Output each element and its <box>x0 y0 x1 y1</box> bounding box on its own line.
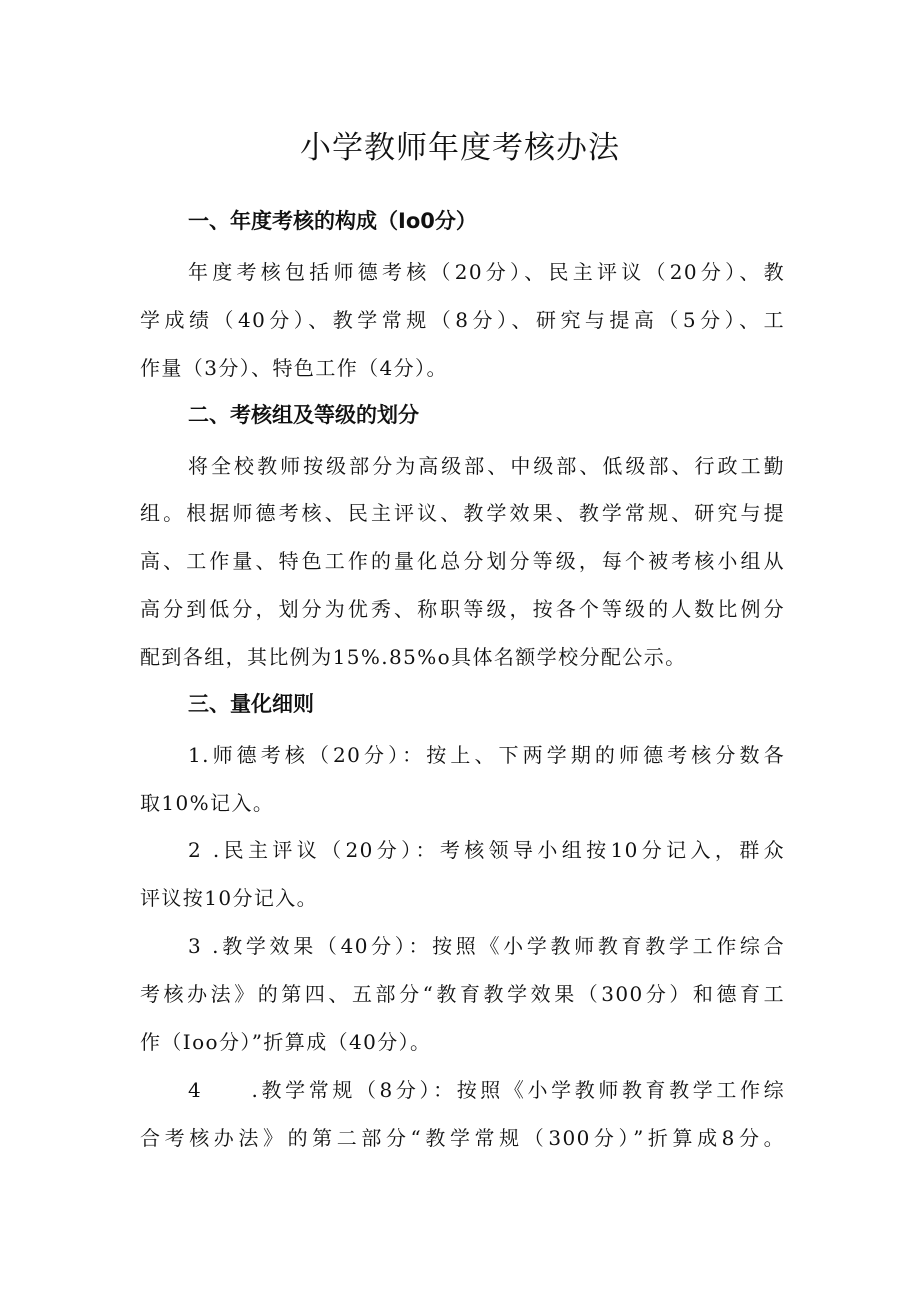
item-4-line: 4 .教学常规（8分）：按照《小学教师教育教学工作综 <box>188 1078 785 1102</box>
section-2-line: 将全校教师按级部分为高级部、中级部、低级部、行政工勤 <box>188 454 785 478</box>
item-2-line: 评议按10分记入。 <box>140 886 319 910</box>
document-title: 小学教师年度考核办法 <box>300 130 620 166</box>
section-1-line: 作量（3分）、特色工作（4分）。 <box>140 356 448 380</box>
item-1-line: 取10%记入。 <box>140 791 275 815</box>
section-2-line: 高、工作量、特色工作的量化总分划分等级，每个被考核小组从 <box>140 549 785 573</box>
section-2-heading: 二、考核组及等级的划分 <box>188 403 419 427</box>
item-3-line: 3 .教学效果（40分）：按照《小学教师教育教学工作综合 <box>188 934 785 958</box>
item-3-line: 考核办法》的第四、五部分“教育教学效果（300分）和德育工 <box>140 982 785 1006</box>
section-1-line: 年度考核包括师德考核（20分）、民主评议（20分）、教 <box>188 260 785 284</box>
section-1-line: 学成绩（40分）、教学常规（8分）、研究与提高（5分）、工 <box>140 308 785 332</box>
item-4-line: 合考核办法》的第二部分“教学常规（300分）”折算成8分。 <box>140 1126 785 1150</box>
section-2-line: 配到各组，其比例为15%.85%o具体名额学校分配公示。 <box>140 645 687 669</box>
section-2-line: 组。根据师德考核、民主评议、教学效果、教学常规、研究与提 <box>140 501 785 525</box>
item-2-line: 2 .民主评议（20分）：考核领导小组按10分记入，群众 <box>188 838 785 862</box>
item-1-line: 1.师德考核（20分）：按上、下两学期的师德考核分数各 <box>188 743 785 767</box>
section-2-line: 高分到低分，划分为优秀、称职等级，按各个等级的人数比例分 <box>140 597 785 621</box>
section-1-heading: 一、年度考核的构成（Io0分） <box>188 209 477 233</box>
item-3-line: 作（Ioo分）”折算成（40分）。 <box>140 1030 432 1054</box>
section-3-heading: 三、量化细则 <box>188 692 314 716</box>
